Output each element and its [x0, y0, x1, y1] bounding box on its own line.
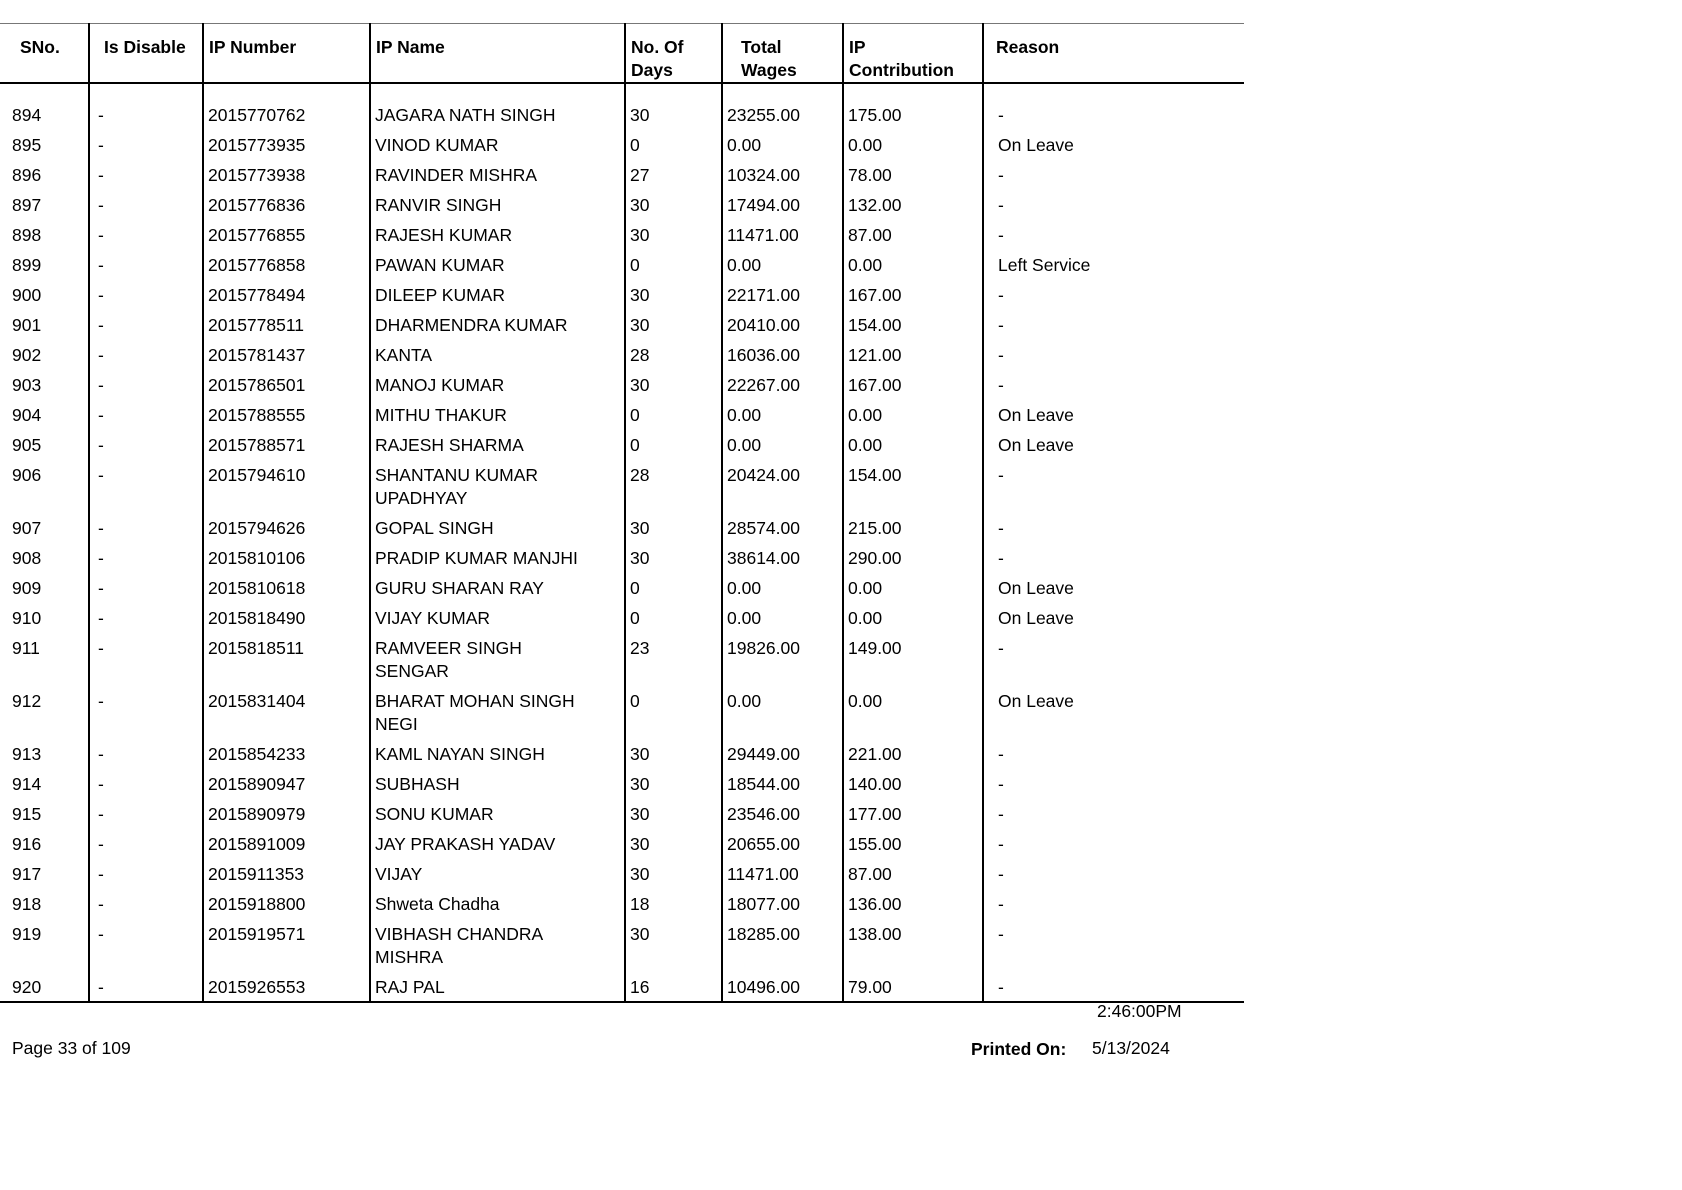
cell-ip-name	[370, 194, 625, 224]
cell-reason: -	[998, 345, 1004, 365]
cell-ip-name	[370, 833, 625, 863]
cell-reason: -	[998, 375, 1004, 395]
cell-total-wages: 29449.00	[722, 743, 843, 773]
ip-name-line: SONU KUMAR	[375, 804, 494, 824]
cell-total-wages: 0.00	[722, 254, 843, 284]
cell-ip-number: 2015818490	[203, 607, 370, 637]
cell-total-wages: 22171.00	[722, 284, 843, 314]
cell-days: 30	[625, 923, 722, 976]
cell-ip-name	[370, 434, 625, 464]
cell-ip-name	[370, 224, 625, 254]
cell-total-wages: 28574.00	[722, 517, 843, 547]
cell-sno: 911	[0, 637, 89, 690]
cell-sno: 920	[0, 976, 89, 1002]
cell-ip-name	[370, 743, 625, 773]
cell-ip-number: 2015911353	[203, 863, 370, 893]
cell-ip-number: 2015776855	[203, 224, 370, 254]
cell-total-wages: 0.00	[722, 134, 843, 164]
ip-name-line: MISHRA	[375, 947, 444, 967]
cell-days: 0	[625, 577, 722, 607]
cell-ip-name	[370, 803, 625, 833]
cell-ip-contribution: 175.00	[843, 104, 983, 134]
ip-name-line: DILEEP KUMAR	[375, 285, 505, 305]
cell-sno: 904	[0, 404, 89, 434]
cell-ip-name	[370, 607, 625, 637]
ip-name-line: RAMVEER SINGH	[375, 638, 522, 658]
cell-sno: 913	[0, 743, 89, 773]
cell-total-wages: 18285.00	[722, 923, 843, 976]
cell-total-wages: 18544.00	[722, 773, 843, 803]
cell-sno: 897	[0, 194, 89, 224]
ip-name-line: VIBHASH CHANDRA	[375, 924, 544, 944]
cell-ip-number: 2015786501	[203, 374, 370, 404]
cell-total-wages: 0.00	[722, 434, 843, 464]
cell-ip-number: 2015810106	[203, 547, 370, 577]
cell-days: 30	[625, 803, 722, 833]
cell-total-wages: 10496.00	[722, 976, 843, 1002]
cell-ip-name	[370, 637, 625, 690]
cell-ip-number: 2015794626	[203, 517, 370, 547]
cell-is-disable: -	[89, 773, 203, 803]
cell-ip-contribution: 121.00	[843, 344, 983, 374]
cell-is-disable: -	[89, 690, 203, 743]
cell-reason: -	[998, 195, 1004, 215]
cell-is-disable: -	[89, 374, 203, 404]
ip-name-line: SHANTANU KUMAR	[375, 465, 539, 485]
cell-ip-contribution: 215.00	[843, 517, 983, 547]
table-row	[0, 803, 1244, 833]
cell-days: 30	[625, 547, 722, 577]
header-wages-line2: Wages	[741, 60, 797, 80]
cell-ip-name	[370, 976, 625, 1002]
cell-days: 0	[625, 434, 722, 464]
cell-reason: -	[998, 285, 1004, 305]
cell-sno: 895	[0, 134, 89, 164]
cell-ip-number: 2015831404	[203, 690, 370, 743]
cell-ip-number: 2015776858	[203, 254, 370, 284]
cell-sno: 914	[0, 773, 89, 803]
cell-sno: 903	[0, 374, 89, 404]
cell-reason: -	[998, 744, 1004, 764]
cell-total-wages: 0.00	[722, 577, 843, 607]
cell-sno: 898	[0, 224, 89, 254]
cell-ip-contribution: 140.00	[843, 773, 983, 803]
header-ip-number: IP Number	[203, 24, 370, 84]
ip-name-line: DHARMENDRA KUMAR	[375, 315, 568, 335]
cell-is-disable: -	[89, 254, 203, 284]
cell-is-disable: -	[89, 577, 203, 607]
cell-total-wages: 10324.00	[722, 164, 843, 194]
table-row	[0, 547, 1244, 577]
cell-reason: -	[998, 105, 1004, 125]
table-row	[0, 607, 1244, 637]
cell-sno: 899	[0, 254, 89, 284]
cell-days: 0	[625, 607, 722, 637]
ip-name-line: KANTA	[375, 345, 433, 365]
cell-reason: -	[998, 225, 1004, 245]
table-row	[0, 224, 1244, 254]
cell-reason: -	[998, 894, 1004, 914]
cell-days: 30	[625, 284, 722, 314]
table-row	[0, 194, 1244, 224]
cell-days: 27	[625, 164, 722, 194]
ip-name-line: KAML NAYAN SINGH	[375, 744, 545, 764]
table-row	[0, 743, 1244, 773]
cell-total-wages: 17494.00	[722, 194, 843, 224]
table-row	[0, 863, 1244, 893]
cell-is-disable: -	[89, 803, 203, 833]
cell-reason: -	[983, 976, 1244, 1002]
cell-ip-number: 2015776836	[203, 194, 370, 224]
table-row	[0, 134, 1244, 164]
cell-ip-contribution: 0.00	[843, 434, 983, 464]
table-row	[0, 893, 1244, 923]
cell-sno: 902	[0, 344, 89, 374]
cell-reason: On Leave	[998, 435, 1074, 455]
cell-sno: 900	[0, 284, 89, 314]
header-reason: Reason	[983, 24, 1244, 84]
cell-days: 30	[625, 374, 722, 404]
cell-ip-number: 2015778511	[203, 314, 370, 344]
cell-ip-contribution: 154.00	[843, 314, 983, 344]
cell-ip-contribution: 221.00	[843, 743, 983, 773]
cell-sno: 916	[0, 833, 89, 863]
cell-days: 28	[625, 464, 722, 517]
ip-name-line: GOPAL SINGH	[375, 518, 494, 538]
cell-sno: 901	[0, 314, 89, 344]
cell-ip-name	[370, 344, 625, 374]
cell-ip-number: 2015818511	[203, 637, 370, 690]
ip-name-line: Shweta Chadha	[375, 894, 500, 914]
table-row	[0, 164, 1244, 194]
cell-is-disable: -	[89, 134, 203, 164]
cell-ip-contribution: 138.00	[843, 923, 983, 976]
cell-ip-contribution: 136.00	[843, 893, 983, 923]
cell-ip-contribution: 0.00	[843, 577, 983, 607]
cell-ip-number: 2015788571	[203, 434, 370, 464]
cell-ip-number: 2015773938	[203, 164, 370, 194]
cell-reason: -	[998, 804, 1004, 824]
cell-ip-contribution: 149.00	[843, 637, 983, 690]
cell-ip-number: 2015773935	[203, 134, 370, 164]
cell-days: 0	[625, 690, 722, 743]
cell-is-disable: -	[89, 314, 203, 344]
cell-sno: 894	[0, 104, 89, 134]
cell-is-disable: -	[89, 743, 203, 773]
cell-ip-name	[370, 893, 625, 923]
cell-total-wages: 11471.00	[722, 863, 843, 893]
cell-days: 30	[625, 194, 722, 224]
table-row	[0, 976, 1244, 1002]
cell-ip-name	[370, 517, 625, 547]
cell-total-wages: 23255.00	[722, 104, 843, 134]
cell-total-wages: 16036.00	[722, 344, 843, 374]
cell-sno: 908	[0, 547, 89, 577]
ip-name-line: VINOD KUMAR	[375, 135, 499, 155]
table-row	[0, 773, 1244, 803]
table-row	[0, 374, 1244, 404]
cell-ip-name	[370, 690, 625, 743]
ip-name-line: SUBHASH	[375, 774, 460, 794]
printed-on-label: Printed On:	[971, 1039, 1067, 1059]
cell-is-disable: -	[89, 434, 203, 464]
cell-ip-contribution: 87.00	[843, 224, 983, 254]
cell-reason: On Leave	[998, 405, 1074, 425]
cell-reason: -	[998, 924, 1004, 944]
cell-ip-name	[370, 547, 625, 577]
cell-ip-number: 2015926553	[203, 976, 370, 1002]
cell-ip-contribution: 154.00	[843, 464, 983, 517]
cell-total-wages: 0.00	[722, 404, 843, 434]
cell-reason: On Leave	[998, 691, 1074, 711]
ip-name-line: RAVINDER MISHRA	[375, 165, 538, 185]
cell-ip-contribution: 87.00	[843, 863, 983, 893]
cell-reason: On Leave	[998, 578, 1074, 598]
cell-is-disable: -	[89, 863, 203, 893]
ip-name-line: RAJ PAL	[375, 977, 445, 997]
ip-name-line: RAJESH SHARMA	[375, 435, 524, 455]
cell-ip-contribution: 0.00	[843, 690, 983, 743]
cell-ip-name	[370, 464, 625, 517]
table-row	[0, 577, 1244, 607]
cell-ip-number: 2015891009	[203, 833, 370, 863]
cell-ip-number: 2015770762	[203, 104, 370, 134]
cell-is-disable: -	[89, 923, 203, 976]
cell-sno: 906	[0, 464, 89, 517]
table-row	[0, 104, 1244, 134]
table-row	[0, 690, 1244, 743]
table-row	[0, 254, 1244, 284]
cell-sno: 905	[0, 434, 89, 464]
print-time: 2:46:00PM	[1097, 1001, 1182, 1021]
header-days	[625, 24, 722, 84]
printed-on-date: 5/13/2024	[1092, 1038, 1170, 1058]
cell-is-disable: -	[89, 404, 203, 434]
cell-is-disable: -	[89, 547, 203, 577]
cell-ip-name	[370, 284, 625, 314]
cell-ip-contribution: 167.00	[843, 284, 983, 314]
cell-days: 30	[625, 224, 722, 254]
cell-is-disable: -	[89, 104, 203, 134]
table-row	[0, 404, 1244, 434]
cell-is-disable: -	[89, 344, 203, 374]
header-total-wages	[722, 24, 843, 84]
table-row	[0, 637, 1244, 690]
table-row	[0, 517, 1244, 547]
cell-reason: -	[998, 165, 1004, 185]
cell-ip-number: 2015788555	[203, 404, 370, 434]
ip-name-line: PRADIP KUMAR MANJHI	[375, 548, 578, 568]
table-body	[0, 83, 1244, 1002]
table-row	[0, 434, 1244, 464]
cell-total-wages: 11471.00	[722, 224, 843, 254]
cell-ip-number: 2015778494	[203, 284, 370, 314]
cell-is-disable: -	[89, 976, 203, 1002]
cell-reason: -	[998, 465, 1004, 485]
cell-days: 30	[625, 833, 722, 863]
cell-ip-name	[370, 374, 625, 404]
cell-sno: 896	[0, 164, 89, 194]
cell-total-wages: 0.00	[722, 607, 843, 637]
header-row	[0, 24, 1244, 84]
cell-days: 0	[625, 254, 722, 284]
ip-name-line: PAWAN KUMAR	[375, 255, 505, 275]
cell-reason: -	[998, 864, 1004, 884]
page-number: Page 33 of 109	[12, 1038, 131, 1058]
cell-ip-number: 2015919571	[203, 923, 370, 976]
ip-name-line: NEGI	[375, 714, 418, 734]
cell-ip-number: 2015781437	[203, 344, 370, 374]
table-row	[0, 344, 1244, 374]
header-is-disable: Is Disable	[89, 24, 203, 84]
cell-sno: 919	[0, 923, 89, 976]
ip-name-line: RAJESH KUMAR	[375, 225, 513, 245]
cell-sno: 918	[0, 893, 89, 923]
cell-ip-name	[370, 164, 625, 194]
cell-ip-name	[370, 314, 625, 344]
header-ip-contribution	[843, 24, 983, 84]
cell-is-disable: -	[89, 194, 203, 224]
cell-total-wages: 20410.00	[722, 314, 843, 344]
cell-sno: 917	[0, 863, 89, 893]
ip-name-line: RANVIR SINGH	[375, 195, 502, 215]
cell-is-disable: -	[89, 517, 203, 547]
cell-ip-contribution: 155.00	[843, 833, 983, 863]
cell-days: 18	[625, 893, 722, 923]
cell-total-wages: 38614.00	[722, 547, 843, 577]
cell-ip-contribution: 79.00	[843, 976, 983, 1002]
header-ip-name: IP Name	[370, 24, 625, 84]
cell-reason: -	[998, 315, 1004, 335]
header-contribution-line1: IP	[849, 37, 866, 57]
cell-reason: On Leave	[998, 135, 1074, 155]
cell-ip-name	[370, 577, 625, 607]
cell-ip-contribution: 177.00	[843, 803, 983, 833]
cell-sno: 909	[0, 577, 89, 607]
cell-days: 0	[625, 134, 722, 164]
cell-ip-contribution: 0.00	[843, 404, 983, 434]
ip-name-line: MITHU THAKUR	[375, 405, 507, 425]
cell-is-disable: -	[89, 893, 203, 923]
cell-ip-name	[370, 134, 625, 164]
ip-name-line: JAY PRAKASH YADAV	[375, 834, 556, 854]
cell-ip-contribution: 132.00	[843, 194, 983, 224]
cell-ip-contribution: 0.00	[843, 254, 983, 284]
cell-days: 30	[625, 314, 722, 344]
cell-ip-name	[370, 404, 625, 434]
cell-total-wages: 20424.00	[722, 464, 843, 517]
header-sno: SNo.	[0, 24, 89, 84]
cell-ip-contribution: 0.00	[843, 607, 983, 637]
cell-total-wages: 19826.00	[722, 637, 843, 690]
cell-ip-name	[370, 104, 625, 134]
cell-is-disable: -	[89, 284, 203, 314]
header-days-line1: No. Of	[631, 37, 684, 57]
table-row	[0, 923, 1244, 976]
cell-reason: -	[998, 774, 1004, 794]
cell-days: 16	[625, 976, 722, 1002]
cell-total-wages: 22267.00	[722, 374, 843, 404]
cell-days: 30	[625, 104, 722, 134]
cell-days: 30	[625, 773, 722, 803]
cell-sno: 912	[0, 690, 89, 743]
cell-ip-name	[370, 923, 625, 976]
cell-days: 30	[625, 743, 722, 773]
ip-name-line: GURU SHARAN RAY	[375, 578, 544, 598]
cell-days: 30	[625, 863, 722, 893]
cell-ip-number: 2015890947	[203, 773, 370, 803]
cell-days: 30	[625, 517, 722, 547]
cell-is-disable: -	[89, 164, 203, 194]
cell-ip-name	[370, 254, 625, 284]
cell-sno: 910	[0, 607, 89, 637]
cell-days: 0	[625, 404, 722, 434]
cell-ip-number: 2015794610	[203, 464, 370, 517]
cell-ip-number: 2015810618	[203, 577, 370, 607]
cell-reason: On Leave	[998, 608, 1074, 628]
cell-reason: -	[998, 638, 1004, 658]
cell-ip-number: 2015854233	[203, 743, 370, 773]
cell-ip-name	[370, 773, 625, 803]
cell-ip-contribution: 167.00	[843, 374, 983, 404]
ip-name-line: VIJAY	[375, 864, 423, 884]
table-row	[0, 833, 1244, 863]
cell-ip-contribution: 290.00	[843, 547, 983, 577]
cell-total-wages: 23546.00	[722, 803, 843, 833]
cell-reason: -	[998, 834, 1004, 854]
cell-days: 23	[625, 637, 722, 690]
table-row	[0, 284, 1244, 314]
cell-sno: 915	[0, 803, 89, 833]
table-row	[0, 464, 1244, 517]
ip-name-line: MANOJ KUMAR	[375, 375, 505, 395]
cell-sno: 907	[0, 517, 89, 547]
ip-name-line: JAGARA NATH SINGH	[375, 105, 556, 125]
cell-total-wages: 0.00	[722, 690, 843, 743]
cell-ip-number: 2015890979	[203, 803, 370, 833]
cell-reason: -	[998, 518, 1004, 538]
cell-reason: Left Service	[998, 255, 1091, 275]
cell-reason: -	[998, 548, 1004, 568]
cell-ip-name	[370, 863, 625, 893]
cell-ip-number: 2015918800	[203, 893, 370, 923]
header-days-line2: Days	[631, 60, 673, 80]
cell-ip-contribution: 78.00	[843, 164, 983, 194]
cell-ip-contribution: 0.00	[843, 134, 983, 164]
cell-days: 28	[625, 344, 722, 374]
contribution-table	[0, 23, 1244, 1003]
header-contribution-line2: Contribution	[849, 60, 954, 80]
cell-is-disable: -	[89, 224, 203, 254]
cell-total-wages: 18077.00	[722, 893, 843, 923]
ip-name-line: UPADHYAY	[375, 488, 468, 508]
cell-is-disable: -	[89, 464, 203, 517]
table-row	[0, 314, 1244, 344]
cell-is-disable: -	[89, 637, 203, 690]
cell-is-disable: -	[89, 607, 203, 637]
ip-name-line: SENGAR	[375, 661, 449, 681]
cell-total-wages: 20655.00	[722, 833, 843, 863]
header-wages-line1: Total	[741, 37, 782, 57]
cell-is-disable: -	[89, 833, 203, 863]
table-spacer-row	[0, 83, 1244, 104]
ip-name-line: VIJAY KUMAR	[375, 608, 491, 628]
ip-name-line: BHARAT MOHAN SINGH	[375, 691, 575, 711]
